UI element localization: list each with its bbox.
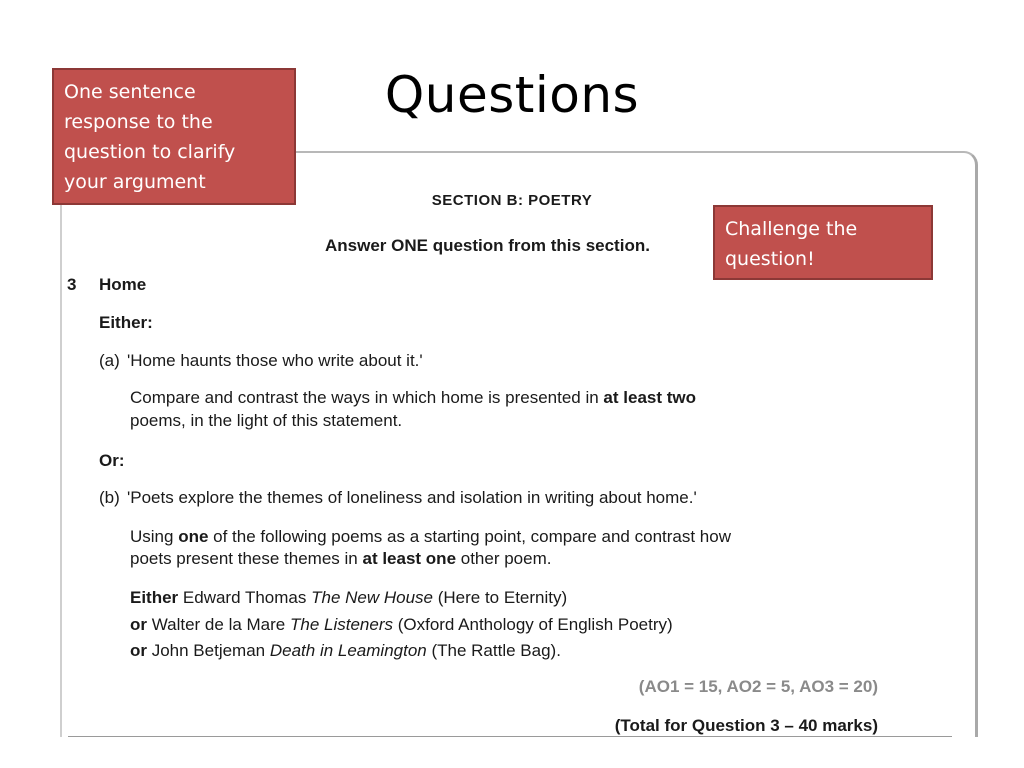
part-b-quote: 'Poets explore the themes of loneliness and isolation in writing about home.' — [127, 488, 697, 507]
question-number: 3 — [67, 275, 77, 294]
poem-title: The Listeners — [289, 615, 393, 634]
part-a-task-line1 — [130, 388, 696, 408]
callout-line: response to the — [64, 111, 213, 133]
poem-connector: Either — [130, 588, 179, 607]
part-a-label: (a) — [99, 351, 120, 370]
poem-source: (The Rattle Bag). — [426, 641, 561, 660]
poem-author: Walter de la Mare — [147, 615, 290, 634]
callout-clarify-argument — [52, 68, 296, 205]
poem-title: Death in Leamington — [269, 641, 427, 660]
part-b-task-emphasis: at least one — [362, 549, 457, 568]
or-label: Or: — [99, 451, 125, 470]
poem-author: Edward Thomas — [178, 588, 312, 607]
part-b-task-text: of the following poems as a starting point, compare and contrast how — [208, 527, 731, 546]
part-b-task-text: other poem. — [456, 549, 552, 568]
poem-source: (Here to Eternity) — [433, 588, 568, 607]
slide-title: Questions — [384, 66, 640, 124]
part-a-task-text: Compare and contrast the ways in which home is presented in — [130, 388, 604, 407]
callout-challenge-question — [713, 205, 933, 280]
part-b-task-text: poets present these themes in — [130, 549, 363, 568]
poem-author: John Betjeman — [147, 641, 270, 660]
poem-connector: or — [130, 615, 147, 634]
poem-title: The New House — [311, 588, 433, 607]
callout-line: question! — [725, 248, 815, 270]
exam-paper-bottom-rule — [68, 736, 952, 737]
part-a-task-emphasis: at least two — [603, 388, 697, 407]
callout-line: One sentence — [64, 81, 196, 103]
part-b-task-emphasis: one — [178, 527, 209, 546]
poem-option — [130, 641, 561, 661]
section-heading: SECTION B: POETRY — [431, 192, 593, 209]
part-b-label: (b) — [99, 488, 120, 507]
part-b-task-text: Using — [130, 527, 179, 546]
part-a-task-line2: poems, in the light of this statement. — [130, 411, 403, 430]
question-title: Home — [99, 275, 147, 294]
part-b-task-line2 — [130, 549, 551, 569]
poem-connector: or — [130, 641, 147, 660]
callout-line: Challenge the — [725, 218, 858, 240]
instruction: Answer ONE question from this section. — [325, 236, 650, 255]
marks-breakdown: (AO1 = 15, AO2 = 5, AO3 = 20) — [638, 677, 878, 696]
part-a-quote: 'Home haunts those who write about it.' — [127, 351, 423, 370]
poem-source: (Oxford Anthology of English Poetry) — [392, 615, 673, 634]
poem-option — [130, 588, 567, 608]
poem-option — [130, 615, 673, 635]
part-b-task-line1 — [130, 527, 731, 547]
marks-total: (Total for Question 3 – 40 marks) — [614, 716, 878, 735]
either-label: Either: — [99, 313, 153, 332]
callout-line: question to clarify — [64, 141, 236, 163]
callout-line: your argument — [64, 171, 206, 193]
